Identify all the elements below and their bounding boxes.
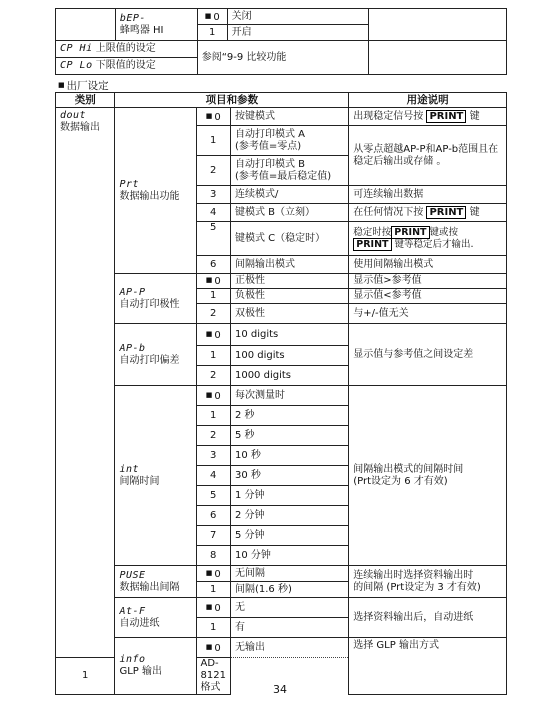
prt-usage-4: 在任何情况下按 PRINT 键 xyxy=(349,204,507,222)
puse-item xyxy=(115,566,196,598)
prt-opt4-desc: 键模式 B（立刻） xyxy=(230,204,348,222)
cphi-item xyxy=(56,41,198,58)
int-opt1-desc: 2 秒 xyxy=(230,406,348,426)
info-opt1-num: 1 xyxy=(56,658,115,695)
dout-name: 数据输出 xyxy=(60,122,100,133)
prt-name: 数据输出功能 xyxy=(119,190,180,202)
app-name: 自动打印极性 xyxy=(119,298,180,310)
bep-opt1-desc: 开启 xyxy=(227,25,369,41)
bep-opt0-num: ■ 0 xyxy=(197,9,227,25)
int-opt2-num: 2 xyxy=(196,426,230,446)
int-opt7-num: 7 xyxy=(196,526,230,546)
app-usage-1: 显示值<参考值 xyxy=(349,289,507,304)
bep-opt0-desc: 关闭 xyxy=(227,9,369,25)
app-item xyxy=(115,274,196,324)
app-opt0-num: ■ 0 xyxy=(196,274,230,289)
prt-opt6-desc: 间隔输出模式 xyxy=(230,256,348,274)
puse-opt1-num: 1 xyxy=(196,582,230,598)
int-opt7-desc: 5 分钟 xyxy=(230,526,348,546)
cplo-name: 下限值的设定 xyxy=(95,60,156,71)
prt-opt3-desc: 连续模式/ xyxy=(230,186,348,204)
info-opt0-num: ■ 0 xyxy=(196,638,230,658)
int-opt2-desc: 5 秒 xyxy=(230,426,348,446)
bep-item xyxy=(115,9,197,41)
info-opt1-desc: AD-8121 格式 xyxy=(196,658,230,695)
atf-opt0-desc: 无 xyxy=(230,598,348,618)
apb-opt0-num: ■ 0 xyxy=(196,324,230,346)
cphi-name: 上限值的设定 xyxy=(95,43,156,54)
dout-category xyxy=(56,108,115,658)
bep-code: bEP- xyxy=(119,12,146,24)
atf-opt1-num: 1 xyxy=(196,618,230,638)
print-key: PRINT xyxy=(353,238,391,251)
bep-opt1-num: 1 xyxy=(197,25,227,41)
cplo-item xyxy=(56,58,198,75)
int-opt4-num: 4 xyxy=(196,466,230,486)
apb-name: 自动打印偏差 xyxy=(119,354,180,366)
prt-opt1-num: 1 xyxy=(196,126,230,156)
int-opt3-num: 3 xyxy=(196,446,230,466)
app-opt0-desc: 正极性 xyxy=(230,274,348,289)
prt-usage-5: 稳定时按 PRINT 键或按 PRINT 键等稳定后才输出. xyxy=(349,222,507,256)
apb-opt2-num: 2 xyxy=(196,366,230,386)
atf-code: At-F xyxy=(119,605,146,617)
puse-opt1-desc: 间隔(1.6 秒) xyxy=(230,582,348,598)
prt-opt4-num: 4 xyxy=(196,204,230,222)
int-usage-line1: 间隔输出模式的间隔时间 xyxy=(353,463,464,475)
atf-usage: 选择资料输出后，自动进纸 xyxy=(349,598,507,638)
print-key: PRINT xyxy=(426,206,466,219)
blank-cell xyxy=(56,9,116,41)
int-name: 间隔时间 xyxy=(119,475,160,487)
puse-name: 数据输出间隔 xyxy=(119,581,180,593)
compare-ref: 参阅“9-9 比较功能 xyxy=(197,41,369,75)
info-opt0-desc: 无输出 xyxy=(230,638,348,658)
puse-opt0-desc: 无间隔 xyxy=(230,566,348,582)
header-usage: 用途说明 xyxy=(349,93,507,108)
int-usage-line2: (Prt设定为 6 才有效) xyxy=(353,475,448,487)
bep-name: 蜂鸣器 HI xyxy=(119,24,164,36)
atf-item xyxy=(115,598,196,638)
apb-opt0-desc: 10 digits xyxy=(230,324,348,346)
prt-opt5-desc: 键模式 C（稳定时） xyxy=(230,222,348,256)
atf-opt0-num: ■ 0 xyxy=(196,598,230,618)
int-opt5-num: 5 xyxy=(196,486,230,506)
app-usage-0: 显示值>参考值 xyxy=(349,274,507,289)
prt-usage-0: 出现稳定信号按 PRINT 键 xyxy=(349,108,507,126)
info-usage: 选择 GLP 输出方式 xyxy=(349,638,507,695)
int-opt6-num: 6 xyxy=(196,506,230,526)
puse-opt0-num: ■ 0 xyxy=(196,566,230,582)
puse-usage xyxy=(349,566,507,598)
page-number: 34 xyxy=(273,683,287,696)
prt-usage-12: 从零点超越AP-P和AP-b范围且在稳定后输出或存储 。 xyxy=(349,126,507,186)
int-opt0-desc: 每次测量时 xyxy=(230,386,348,406)
int-usage xyxy=(349,386,507,566)
prt-item xyxy=(115,108,196,274)
apb-item xyxy=(115,324,196,386)
bep-usage xyxy=(369,9,507,41)
int-opt0-num: ■ 0 xyxy=(196,386,230,406)
apb-code: AP-b xyxy=(119,342,146,354)
app-opt1-num: 1 xyxy=(196,289,230,304)
apb-opt1-desc: 100 digits xyxy=(230,346,348,366)
prt-opt2-desc: 自动打印模式 B (参考值=最后稳定值) xyxy=(230,156,348,186)
print-key: PRINT xyxy=(391,226,429,239)
header-item: 项目和参数 xyxy=(115,93,349,108)
dout-code: dout xyxy=(60,110,87,121)
apb-opt1-num: 1 xyxy=(196,346,230,366)
puse-code: PUSE xyxy=(119,569,146,581)
int-opt6-desc: 2 分钟 xyxy=(230,506,348,526)
prt-opt1-desc: 自动打印模式 A (参考值=零点) xyxy=(230,126,348,156)
app-code: AP-P xyxy=(119,286,146,298)
atf-name: 自动进纸 xyxy=(119,617,160,629)
int-opt3-desc: 10 秒 xyxy=(230,446,348,466)
info-name: GLP 输出 xyxy=(119,666,163,677)
int-item xyxy=(115,386,196,566)
int-opt4-desc: 30 秒 xyxy=(230,466,348,486)
app-usage-2: 与+/-值无关 xyxy=(349,304,507,324)
puse-usage-line1: 连续输出时选择资料输出时 xyxy=(353,569,474,581)
int-code: int xyxy=(119,463,140,475)
int-opt5-desc: 1 分钟 xyxy=(230,486,348,506)
app-opt2-desc: 双极性 xyxy=(230,304,348,324)
prt-usage-3: 可连续输出数据 xyxy=(349,186,507,204)
app-opt2-num: 2 xyxy=(196,304,230,324)
int-opt8-num: 8 xyxy=(196,546,230,566)
prt-opt6-num: 6 xyxy=(196,256,230,274)
prt-opt5-num: 5 xyxy=(196,222,230,256)
section-label: ■ 出厂设定 xyxy=(58,80,109,92)
prt-code: Prt xyxy=(119,178,140,190)
prt-opt0-num: ■ 0 xyxy=(196,108,230,126)
int-opt1-num: 1 xyxy=(196,406,230,426)
top-settings-table xyxy=(55,8,507,75)
factory-settings-table xyxy=(55,92,507,695)
prt-opt0-desc: 按键模式 xyxy=(230,108,348,126)
prt-opt2-num: 2 xyxy=(196,156,230,186)
apb-opt2-desc: 1000 digits xyxy=(230,366,348,386)
cplo-code: CP Lo xyxy=(60,60,93,71)
print-key: PRINT xyxy=(426,110,466,123)
atf-opt1-desc: 有 xyxy=(230,618,348,638)
header-category: 类别 xyxy=(56,93,115,108)
int-opt8-desc: 10 分钟 xyxy=(230,546,348,566)
info-code: info xyxy=(119,654,146,665)
prt-usage-6: 使用间隔输出模式 xyxy=(349,256,507,274)
puse-usage-line2: 的间隔 (Prt设定为 3 才有效) xyxy=(353,581,481,593)
cp-usage xyxy=(369,41,507,75)
app-opt1-desc: 负极性 xyxy=(230,289,348,304)
apb-usage: 显示值与参考值之间设定差 xyxy=(349,324,507,386)
prt-opt3-num: 3 xyxy=(196,186,230,204)
cphi-code: CP Hi xyxy=(60,43,93,54)
